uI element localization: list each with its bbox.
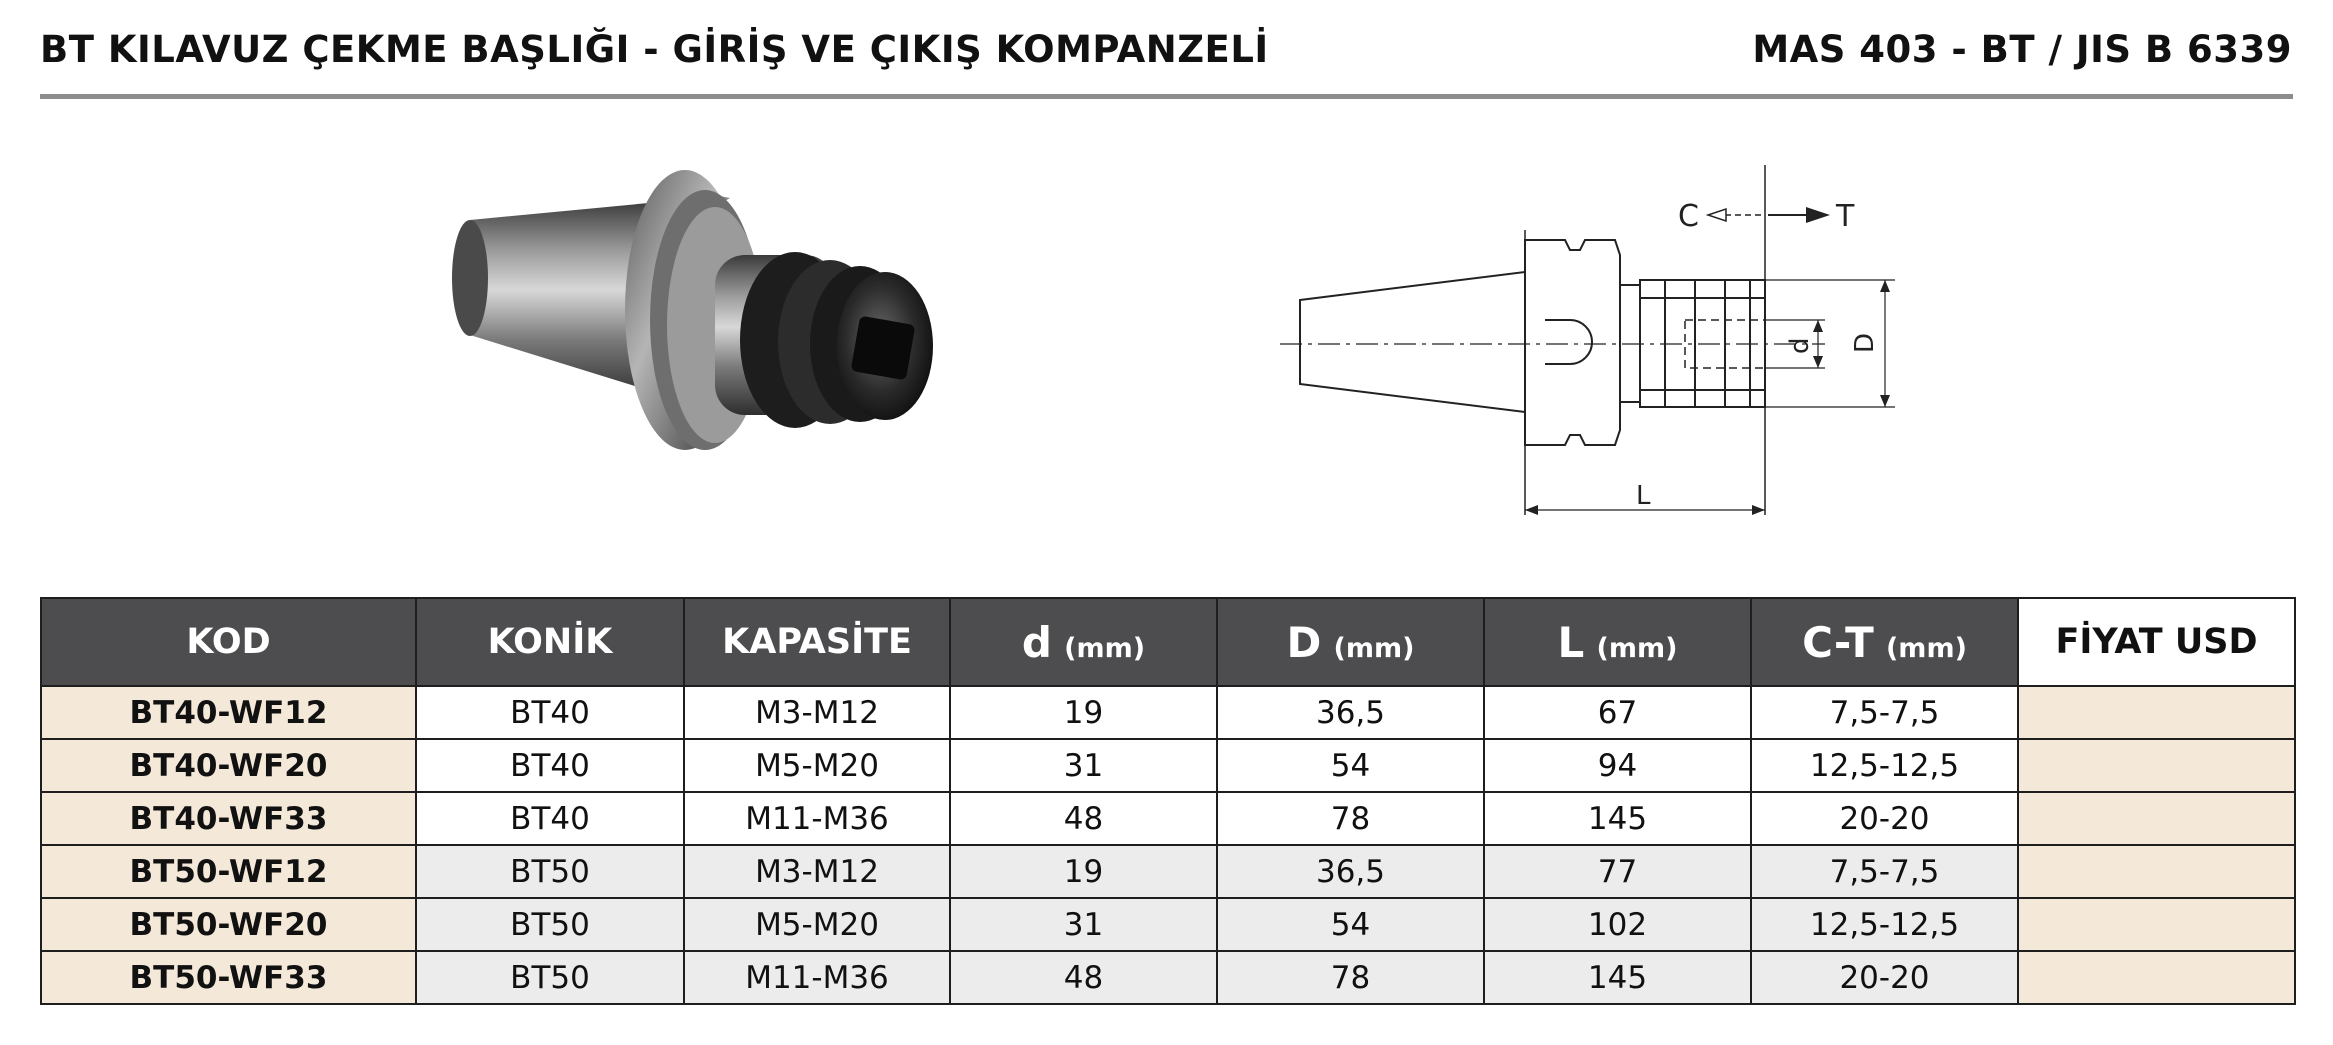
cell-kod: BT40-WF33	[41, 792, 416, 845]
cell-d: 19	[950, 686, 1217, 739]
cell-d: 31	[950, 739, 1217, 792]
cell-l: 145	[1484, 951, 1751, 1004]
cell-ct: 12,5-12,5	[1751, 739, 2018, 792]
cell-kapasite: M11-M36	[684, 951, 950, 1004]
col-header-ct: C-T (mm)	[1751, 598, 2018, 686]
table-header-row	[41, 598, 2295, 686]
cell-big-d: 36,5	[1217, 686, 1484, 739]
cell-kapasite: M5-M20	[684, 898, 950, 951]
cell-kapasite: M3-M12	[684, 845, 950, 898]
col-header-kod: KOD	[41, 598, 416, 686]
col-header-big-d: D (mm)	[1217, 598, 1484, 686]
product-photo	[430, 160, 1010, 520]
cell-price	[2018, 845, 2295, 898]
cell-kapasite: M3-M12	[684, 686, 950, 739]
cell-konik: BT40	[416, 792, 684, 845]
drawing-flange	[1525, 240, 1620, 445]
cell-price	[2018, 686, 2295, 739]
cell-konik: BT40	[416, 686, 684, 739]
page-title: BT KILAVUZ ÇEKME BAŞLIĞI - GİRİŞ VE ÇIKIŞ KOMPANZELİ	[40, 28, 1269, 71]
cell-l: 77	[1484, 845, 1751, 898]
cell-kod: BT40-WF20	[41, 739, 416, 792]
cell-price	[2018, 739, 2295, 792]
cell-konik: BT50	[416, 898, 684, 951]
cell-ct: 7,5-7,5	[1751, 686, 2018, 739]
table-row	[41, 951, 2295, 1004]
page-header	[40, 22, 2292, 72]
table-row	[41, 792, 2295, 845]
table-row	[41, 686, 2295, 739]
cell-kod: BT50-WF20	[41, 898, 416, 951]
table-row	[41, 845, 2295, 898]
drawing-label-c: C	[1678, 199, 1699, 234]
cell-l: 145	[1484, 792, 1751, 845]
cell-l: 67	[1484, 686, 1751, 739]
table-row	[41, 739, 2295, 792]
cell-ct: 20-20	[1751, 951, 2018, 1004]
table-row	[41, 898, 2295, 951]
drawing-label-d: d	[1785, 337, 1815, 354]
drawing-label-big-d: D	[1850, 332, 1880, 353]
col-header-konik: KONİK	[416, 598, 684, 686]
cell-ct: 20-20	[1751, 792, 2018, 845]
cell-big-d: 78	[1217, 951, 1484, 1004]
cell-price	[2018, 898, 2295, 951]
cell-l: 94	[1484, 739, 1751, 792]
cell-kapasite: M11-M36	[684, 792, 950, 845]
cell-kapasite: M5-M20	[684, 739, 950, 792]
cell-kod: BT50-WF33	[41, 951, 416, 1004]
col-header-l: L (mm)	[1484, 598, 1751, 686]
cell-ct: 12,5-12,5	[1751, 898, 2018, 951]
col-header-price: FİYAT USD	[2018, 598, 2295, 686]
col-header-kapasite: KAPASİTE	[684, 598, 950, 686]
drawing-taper	[1300, 272, 1525, 412]
cell-kod: BT50-WF12	[41, 845, 416, 898]
cell-price	[2018, 792, 2295, 845]
header-divider	[40, 94, 2293, 99]
cell-big-d: 54	[1217, 739, 1484, 792]
cell-d: 19	[950, 845, 1217, 898]
cell-ct: 7,5-7,5	[1751, 845, 2018, 898]
cell-big-d: 54	[1217, 898, 1484, 951]
cell-d: 48	[950, 792, 1217, 845]
drawing-label-t: T	[1836, 199, 1855, 234]
spec-table	[40, 597, 2296, 1005]
cell-konik: BT40	[416, 739, 684, 792]
technical-drawing	[1270, 150, 1910, 545]
cell-d: 48	[950, 951, 1217, 1004]
cell-d: 31	[950, 898, 1217, 951]
cell-big-d: 36,5	[1217, 845, 1484, 898]
cell-big-d: 78	[1217, 792, 1484, 845]
cell-price	[2018, 951, 2295, 1004]
cell-l: 102	[1484, 898, 1751, 951]
standard-label: MAS 403 - BT / JIS B 6339	[1752, 28, 2292, 71]
col-header-d: d (mm)	[950, 598, 1217, 686]
drawing-label-l: L	[1636, 481, 1651, 511]
cell-kod: BT40-WF12	[41, 686, 416, 739]
cell-konik: BT50	[416, 845, 684, 898]
cell-konik: BT50	[416, 951, 684, 1004]
